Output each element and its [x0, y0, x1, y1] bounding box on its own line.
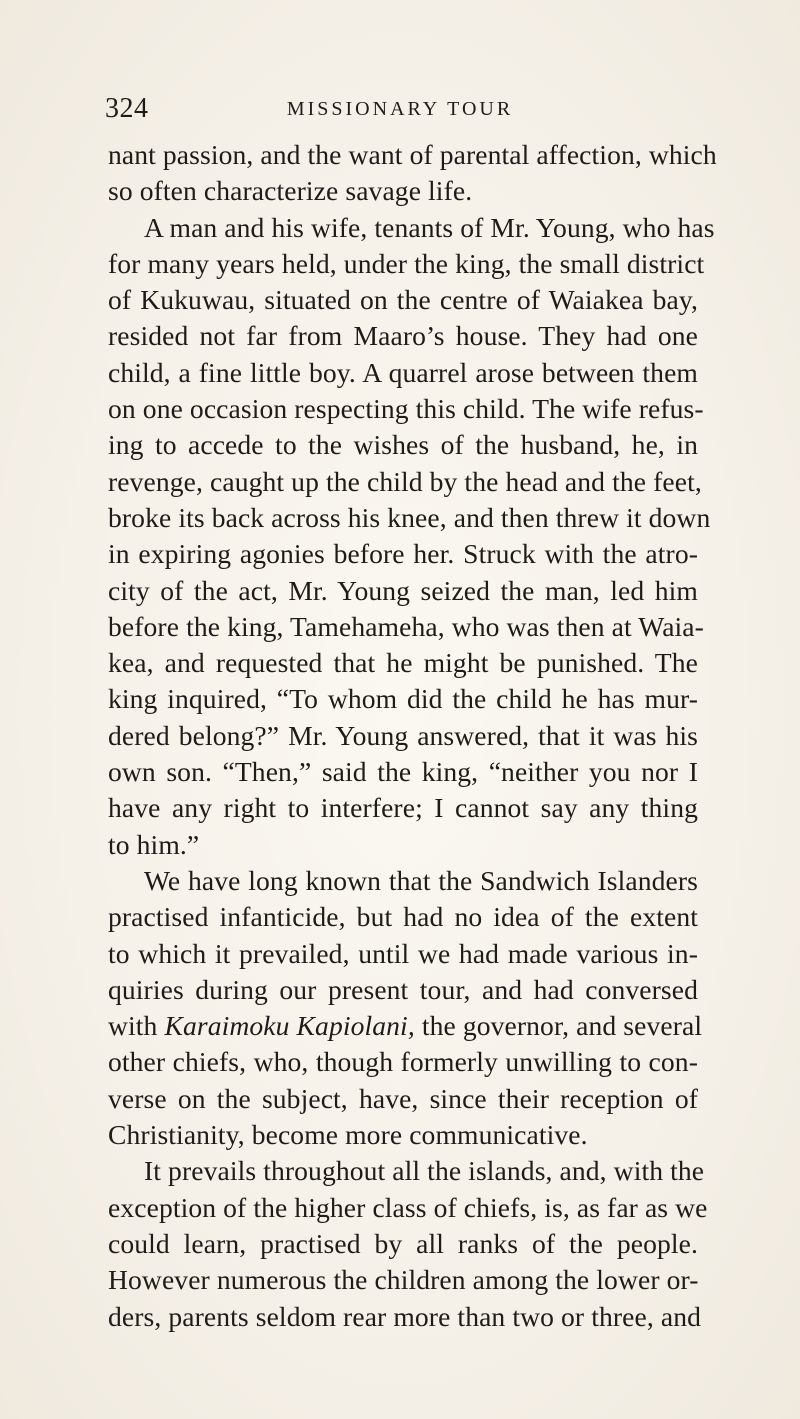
running-title: MISSIONARY TOUR [286, 98, 514, 120]
text-line: nant passion, and the want of parental affection, which [108, 139, 717, 170]
text-line: king inquired, “To whom did the child he has mur- [108, 683, 698, 715]
text-line: have any right to interfere; I cannot say any thing [108, 792, 698, 824]
text-line: A man and his wife, tenants of Mr. Young, who has [144, 211, 715, 243]
text-line: own son. “Then,” said the king, “neither you nor I [108, 756, 698, 788]
page-number: 324 [105, 93, 149, 124]
text-line: ders, parents seldom rear more than two or three, and [108, 1300, 701, 1332]
text-line: practised infanticide, but had no idea of the extent [108, 901, 698, 933]
text-segment: the governor, and several [414, 1010, 703, 1042]
text-line: so often characterize savage life. [108, 175, 473, 207]
text-line: could learn, practised by all ranks of the people. [108, 1227, 698, 1259]
text-line: revenge, caught up the child by the head and the feet, [108, 465, 702, 497]
text-line: of Kukuwau, situated on the centre of Waiakea bay, [108, 284, 698, 316]
text-line: child, a fine little boy. A quarrel arose between them [108, 356, 698, 388]
text-line: broke its back across his knee, and then threw it down [108, 501, 711, 533]
text-line: We have long known that the Sandwich Islanders [144, 864, 698, 896]
text-line: exception of the higher class of chiefs, is, as far as we [108, 1191, 708, 1223]
text-line-with-italic [108, 1008, 703, 1044]
body-text [108, 137, 717, 1335]
text-line: in expiring agonies before her. Struck with the atro- [108, 538, 698, 570]
text-line: city of the act, Mr. Young seized the man, led him [108, 574, 698, 606]
text-line: other chiefs, who, though formerly unwilling to con- [108, 1046, 698, 1078]
text-line: to him.” [108, 828, 200, 860]
text-line: dered belong?” Mr. Young answered, that it was his [108, 719, 698, 751]
running-head [105, 93, 695, 129]
text-line: verse on the subject, have, since their reception of [108, 1082, 698, 1114]
text-line: before the king, Tamehameha, who was then at Waia- [108, 610, 704, 642]
text-line: kea, and requested that he might be punished. The [108, 647, 698, 679]
text-line: It prevails throughout all the islands, and, with the [144, 1155, 705, 1187]
text-line: for many years held, under the king, the small district [108, 247, 705, 279]
text-line: resided not far from Maaro’s house. They had one [108, 320, 698, 352]
italic-names: Karaimoku Kapiolani, [164, 1010, 415, 1042]
text-line: ing to accede to the wishes of the husband, he, in [108, 429, 698, 461]
text-line: Christianity, become more communicative. [108, 1119, 588, 1151]
text-segment: with [108, 1010, 165, 1042]
text-line: However numerous the children among the lower or- [108, 1264, 699, 1296]
text-line: on one occasion respecting this child. The wife refus- [108, 393, 704, 425]
text-line: to which it prevailed, until we had made various in- [108, 937, 698, 969]
text-line: quiries during our present tour, and had conversed [108, 973, 698, 1005]
